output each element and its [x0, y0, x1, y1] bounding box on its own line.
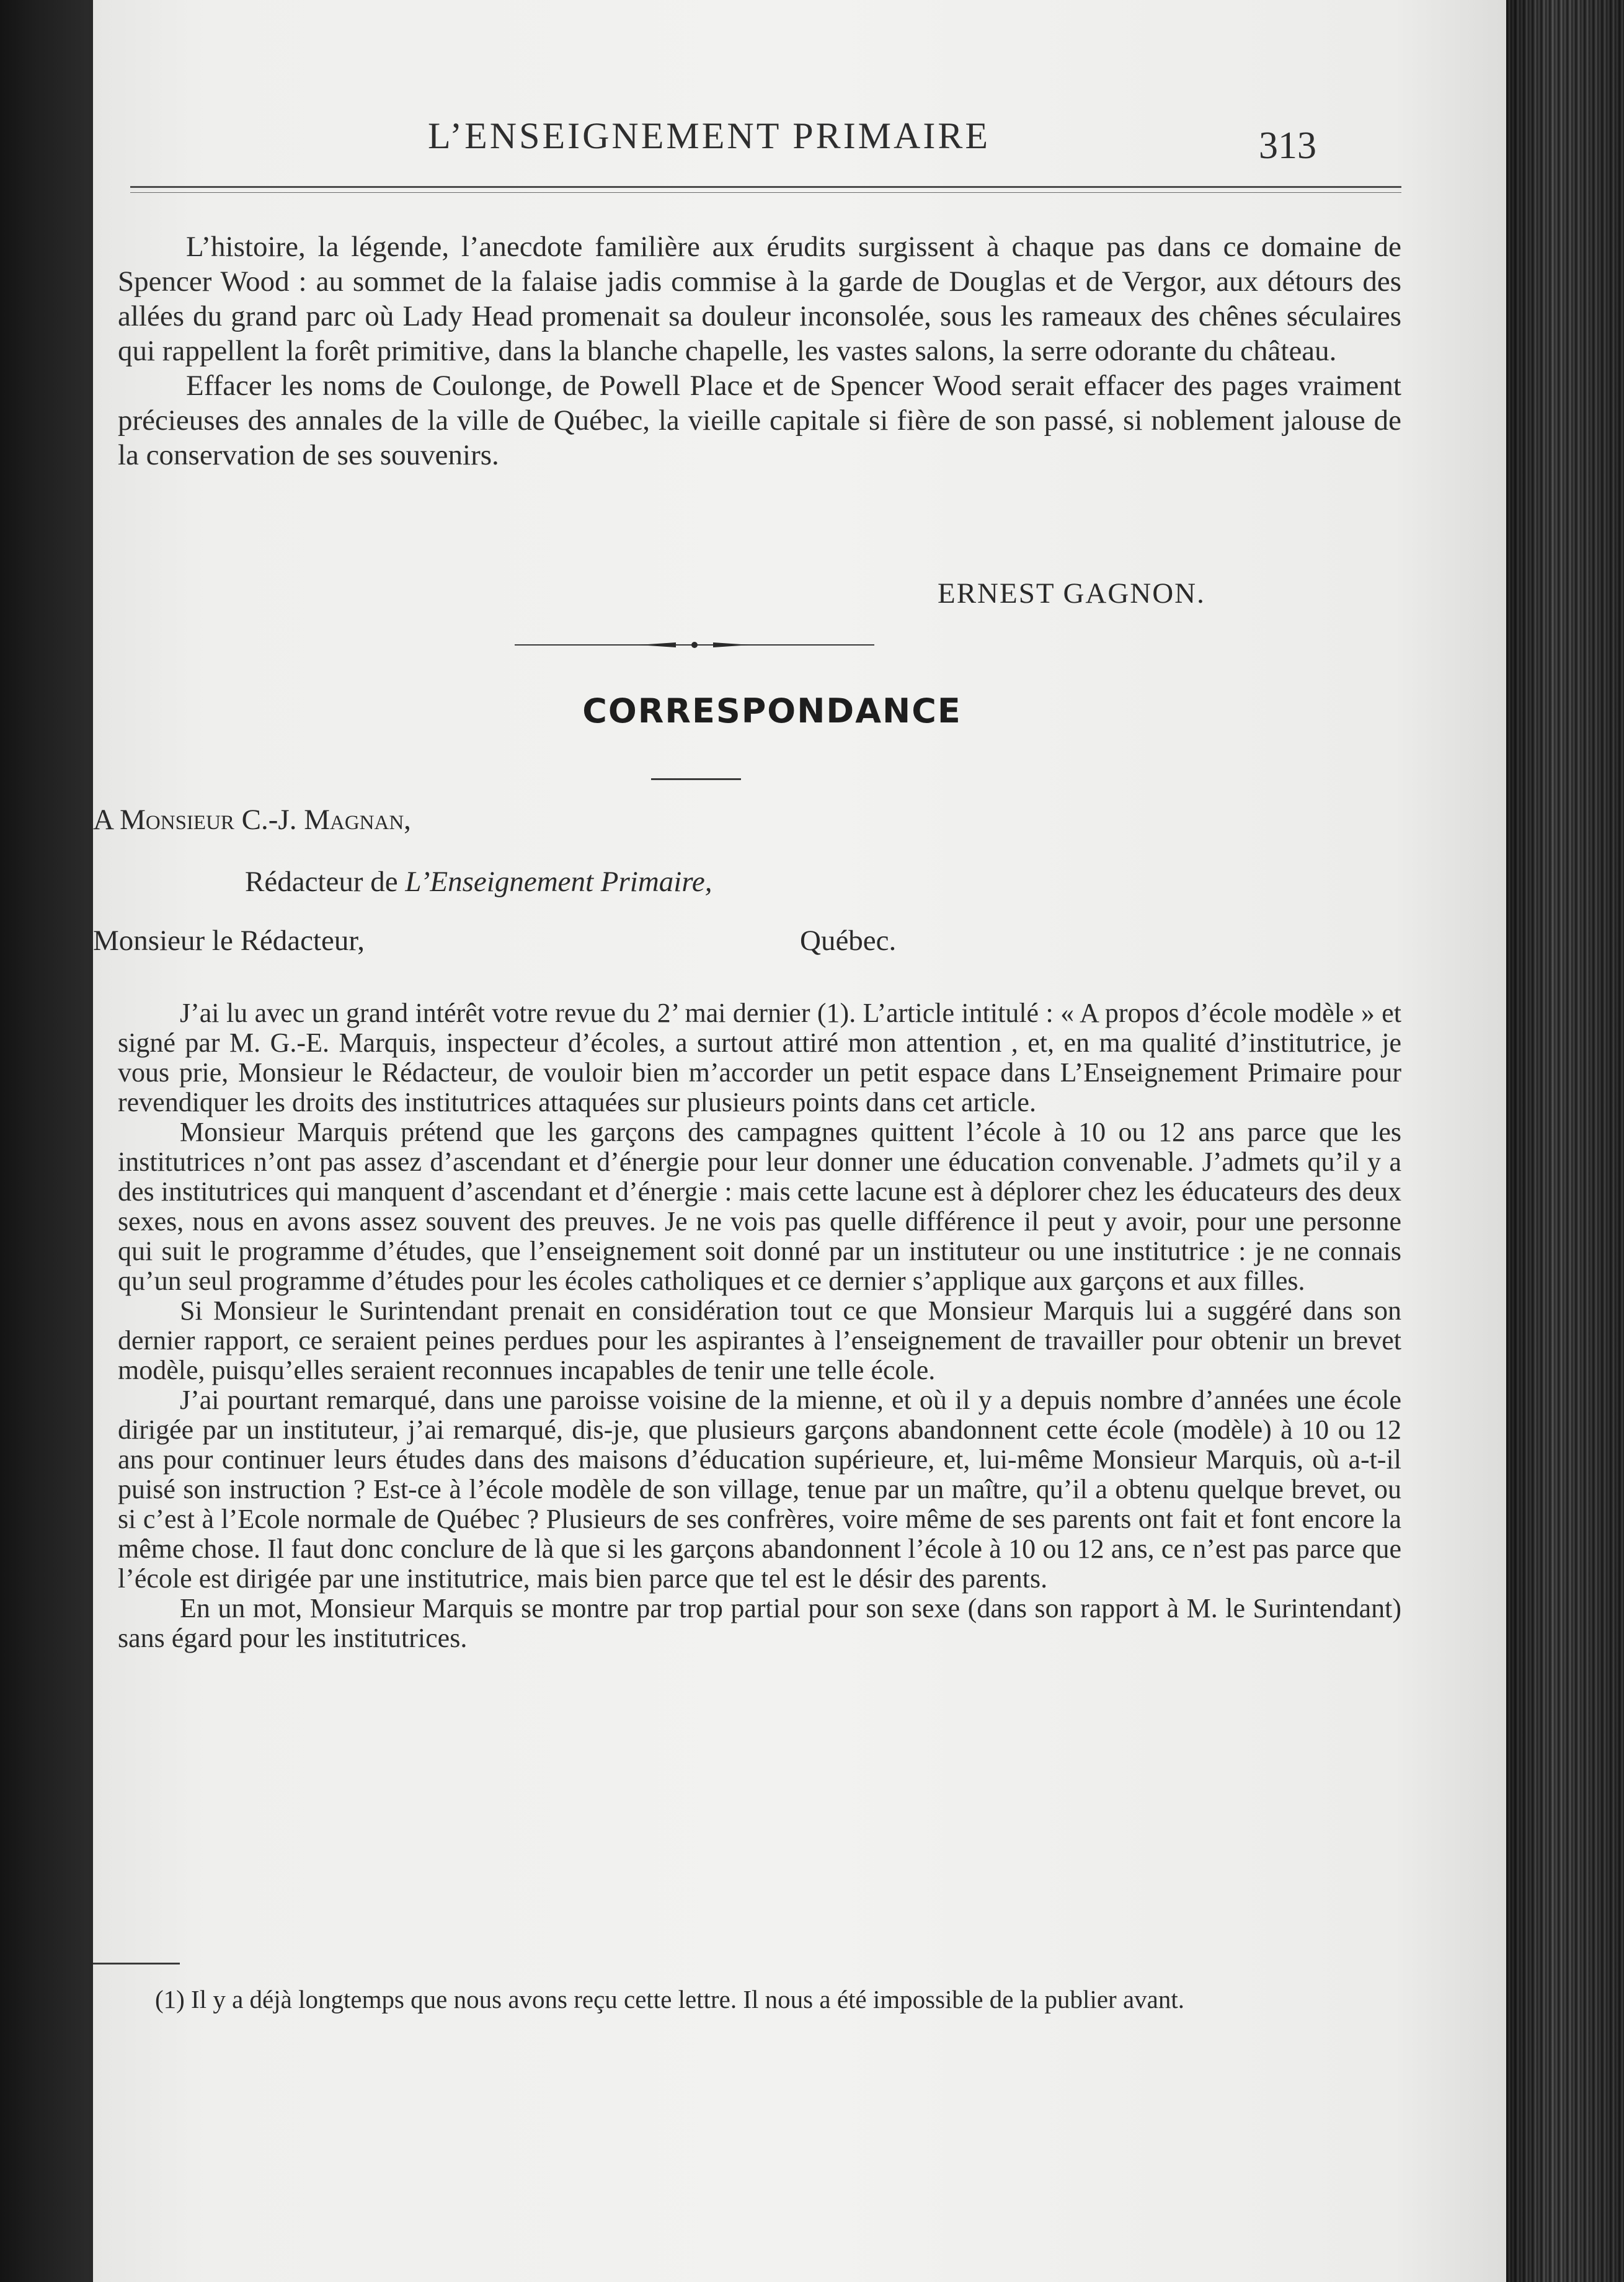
letter-paragraph: Monsieur Marquis prétend que les garçons des campagnes quittent l’école à 10 ou 12 ans parce que les institutrices n’ont pas assez d’ascendant et d’énergie pour leur donner une éducation convenable. J’admets qu’il y a des institutrices qui manquent d’ascendant et d’énergie : mais cette lacune est à déplorer chez les éducateurs des deux sexes, nous en avons assez souvent des preuves. Je ne vois pas quelle différence il peut y avoir, pour une personne qui suit le programme d’études, que l’enseignement soit donné par un instituteur ou une institutrice : je ne connais qu’un seul programme d’études pour les écoles catholiques et ce dernier s’applique aux garçons et aux filles. — [118, 1117, 1401, 1296]
header-rule — [130, 186, 1401, 188]
journal-name: L’Enseignement Primaire, — [405, 866, 712, 898]
addressee-name: C.-J. Magnan, — [241, 804, 411, 836]
page-edges-shadow — [1506, 0, 1624, 2282]
addressee-prefix: A — [93, 804, 113, 836]
letter-addressee — [93, 803, 411, 837]
intro-paragraph: Effacer les noms de Coulonge, de Powell Place et de Spencer Wood serait effacer des pages vraiment précieuses des annales de la ville de Québec, la vieille capitale si fière de son passé, si noblement jalouse de la conservation de ses souvenirs. — [118, 370, 1401, 471]
letter-paragraph: En un mot, Monsieur Marquis se montre par trop partial pour son sexe (dans son rapport à M. le Surintendant) sans égard pour les institutrices. — [118, 1593, 1401, 1653]
running-title: L’ENSEIGNEMENT PRIMAIRE — [428, 115, 991, 156]
editor-prefix: Rédacteur de — [245, 866, 398, 898]
city: Québec. — [800, 925, 897, 957]
intro-paragraph: L’histoire, la légende, l’anecdote familière aux érudits surgissent à chaque pas dans ce domaine de Spencer Wood : au sommet de la falaise jadis commise à la garde de Douglas et de Vergor, aux détours des allées du grand parc où Lady Head promenait sa douleur inconsolée, sous les rameaux des chênes séculaires qui rappellent la forêt primitive, dans la blanche chapelle, les vastes salons, la serre odorante du château. — [118, 231, 1401, 367]
editor-line — [245, 865, 712, 899]
title-rule — [651, 778, 741, 780]
addressee-title: Monsieur — [120, 804, 234, 836]
header-rule-thin — [130, 192, 1401, 193]
footnote: (1) Il y a déjà longtemps que nous avons reçu cette lettre. Il nous a été impossible de la publier avant. — [155, 1985, 1184, 2013]
ornament-divider — [515, 639, 874, 651]
section-title: CORRESPONDANCE — [582, 691, 962, 730]
intro-text — [118, 229, 1401, 473]
letter-paragraph: J’ai lu avec un grand intérêt votre revue du 2’ mai dernier (1). L’article intitulé : « A propos d’école modèle » et signé par M. G.-E. Marquis, inspecteur d’écoles, a surtout attiré mon attention , et, en ma qualité d’institutrice, je vous prie, Monsieur le Rédacteur, de vouloir bien m’accorder un petit espace dans L’Enseignement Primaire pour revendiquer les droits des institutrices attaquées sur plusieurs points dans cet article. — [118, 998, 1401, 1117]
footnote-rule — [93, 1963, 180, 1965]
salutation: Monsieur le Rédacteur, — [93, 925, 365, 957]
letter-paragraph: J’ai pourtant remarqué, dans une paroisse voisine de la mienne, et où il y a depuis nombre d’années une école dirigée par un instituteur, j’ai remarqué, dis-je, que plusieurs garçons abandonnent cette école (modèle) à 10 ou 12 ans pour continuer leurs études dans des maisons d’éducation supérieure, et, lui-même Monsieur Marquis, où a-t-il puisé son instruction ? Est-ce à l’école modèle de son village, tenue par un maître, qu’il a obtenu quelque brevet, ou si c’est à l’Ecole normale de Québec ? Plusieurs de ses confrères, voire même de ses parents ont fait et font encore la même chose. Il faut donc conclure de là que si les garçons abandonnent l’école à 10 ou 12 ans, ce n’est pas parce que l’école est dirigée par une institutrice, mais bien parce que tel est le désir des parents. — [118, 1385, 1401, 1594]
page-sheet — [93, 0, 1507, 2282]
page-number: 313 — [1259, 125, 1316, 167]
author-signature: ERNEST GAGNON. — [938, 577, 1205, 610]
letter-body — [118, 998, 1401, 1653]
letter-paragraph: Si Monsieur le Surintendant prenait en considération tout ce que Monsieur Marquis lui a suggéré dans son dernier rapport, ce seraient peines perdues pour les aspirantes à l’enseignement de travailler pour obtenir un brevet modèle, puisqu’elles seraient reconnues incapables de tenir une telle école. — [118, 1295, 1401, 1385]
